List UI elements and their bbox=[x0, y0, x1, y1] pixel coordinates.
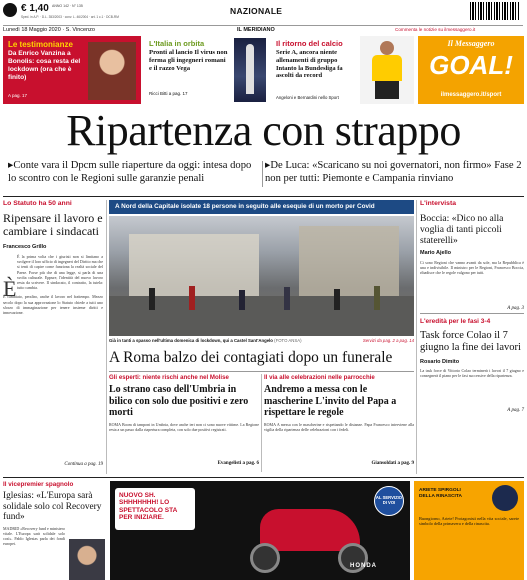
horoscope-box bbox=[414, 481, 524, 580]
photo-caption bbox=[109, 338, 414, 343]
postage-info: Sped. in A.P. · D.L. 353/2003 · conv. L. 46/2004 · art. 1 c.1 · DCB-RM bbox=[21, 15, 119, 19]
teaser-3-kicker: Il ritorno del calcio bbox=[276, 39, 343, 48]
comment-link[interactable]: Commenta le notizie su ilmessaggero.it bbox=[395, 27, 476, 32]
arrow-icon: ▸ bbox=[265, 160, 271, 171]
teaser-box-2[interactable] bbox=[143, 36, 268, 104]
teaser-2-kicker: L'Italia in orbita bbox=[149, 39, 205, 48]
photo-caption-text: Già in tanti a spasso nell'ultima domenica di lockdown, qui a Castel Sant'Angelo bbox=[109, 338, 273, 343]
horoscope-badge bbox=[492, 485, 518, 511]
teaser-box-1[interactable] bbox=[3, 36, 141, 104]
advert[interactable] bbox=[110, 481, 410, 580]
sub-story-2-title: Andremo a messa con le mascherine L'invito del Papa a rispettare le regole bbox=[264, 384, 397, 418]
teaser-1-photo bbox=[88, 42, 136, 100]
main-headline: Ripartenza con strappo bbox=[66, 106, 461, 155]
ad-badge-text: AL SERVIZIO DI VOI bbox=[375, 495, 403, 505]
ad-speech-bubble bbox=[115, 488, 195, 530]
right-author-2: Rosario Dimito bbox=[420, 359, 460, 365]
sub-story-1-byline[interactable]: Evangelisti a pag. 6 bbox=[217, 461, 259, 466]
left-column bbox=[3, 200, 103, 472]
ad-badge bbox=[374, 486, 404, 516]
goal-brand: Il Messaggero bbox=[447, 39, 495, 48]
price-tag: € 1,40 bbox=[21, 3, 49, 14]
bottom-left-story bbox=[3, 481, 105, 580]
teaser-box-3[interactable] bbox=[272, 36, 415, 104]
drop-cap: È bbox=[3, 276, 17, 301]
teaser-1-page: A pag. 17 bbox=[8, 93, 28, 98]
right-title-2: Task force Colao il 7 giugno la fine dei lavori bbox=[420, 330, 521, 353]
subhead-right-text: De Luca: «Scaricano su noi governatori, non firmo» Fase 2 non per tutti: Piemonte e Campania rinviano bbox=[265, 160, 522, 184]
right-continue[interactable]: A pag. 3 bbox=[507, 306, 524, 311]
photo-service-link[interactable]: Servizi da pag. 2 a pag. 14 bbox=[362, 338, 414, 343]
main-photo bbox=[109, 216, 414, 336]
teaser-2-byline: Ricci Bitti a pag. 17 bbox=[149, 91, 188, 96]
right-continue-2[interactable]: A pag. 7 bbox=[507, 408, 524, 413]
footballer-photo bbox=[360, 36, 414, 104]
ad-bubble-text: NUOVO SH. SHHHHHHH! LO SPETTACOLO STA PER INIZIARE. bbox=[119, 492, 178, 521]
main-story-title: A Roma balzo dei contagiati dopo un funerale bbox=[109, 349, 393, 366]
masthead bbox=[0, 0, 527, 33]
sub-story-2-byline[interactable]: Giansoldati a pag. 9 bbox=[371, 461, 414, 466]
logo-seal-icon bbox=[3, 3, 17, 17]
subhead-left bbox=[8, 160, 258, 185]
photo-credit: (FOTO ANSA) bbox=[274, 338, 302, 343]
teaser-2-text: Pronti al lancio Il virus non ferma gli ingegneri romani e il razzo Vega bbox=[149, 49, 228, 72]
subhead-left-text: Conte vara il Dpcm sulle riaperture da oggi: intesa dopo lo scontro con le Regioni sulle garanzie penali bbox=[8, 160, 252, 184]
right-author: Mario Ajello bbox=[420, 250, 451, 256]
bottom-title: Iglesias: «L'Europa sarà solidale solo col Recovery fund» bbox=[3, 491, 102, 523]
left-body: È la prima volta che i giuristi non si limitano a svolgere il loro ufficio di ingegneri del Diritto ma che si tenti di capire come funziona la realtà sociale del Paese. Forse più che di una legge, si parla di una svolta culturale. Eppure, l'identità del nuovo lavoro resta da scrivere. Il sindacato, il contratto, la tutela: tutto cambia. bbox=[17, 254, 103, 291]
sub-story-1-body: ROMA Boom di tamponi in Umbria, dove anche ieri non ci sono nuove vittime. La Regione resta a un passo dalla riapertura completa, con solo due positivi registrati. bbox=[109, 421, 259, 432]
right-body: Ci sono Regioni che vanno avanti da sole, ma la Repubblica è una e indivisibile. Il ministro per le Regioni, Francesco Boccia, ribadisce che le regole valgono per tutti. bbox=[420, 260, 524, 276]
meridiano-label: IL MERIDIANO bbox=[237, 27, 275, 33]
sub-story-2-kicker: Il via alle celebrazioni nelle parrocchie bbox=[264, 374, 375, 381]
sub-story-2-body: ROMA A messa con le mascherine e rispettando le distanze. Papa Francesco interviene alla vigilia della ripartenza delle celebrazioni con i fedeli. bbox=[264, 421, 414, 432]
rocket-photo bbox=[234, 38, 266, 102]
subhead-right bbox=[265, 160, 525, 185]
sub-story-1-title: Lo strano caso dell'Umbria in bilico con solo due positivi e zero morti bbox=[109, 384, 249, 418]
teaser-3-text: Serie A, ancora niente allenamenti di gruppo Intanto la Bundesliga fa ascolti da record bbox=[276, 49, 343, 80]
bottom-kicker: Il vicepremier spagnolo bbox=[3, 481, 74, 488]
issue-number: ANNO 142 · N° 135 bbox=[52, 4, 83, 8]
goal-promo[interactable] bbox=[418, 36, 524, 104]
right-kicker: L'intervista bbox=[420, 200, 456, 207]
sub-story-messa bbox=[264, 374, 414, 474]
arrow-icon: ▸ bbox=[8, 160, 14, 171]
goal-url: ilmessaggero.it/sport bbox=[440, 92, 502, 98]
left-author: Francesco Grillo bbox=[3, 244, 47, 250]
teaser-3-byline: Angeloni e Bernardini nello Sport bbox=[276, 95, 339, 100]
left-continue[interactable]: Continua a pag. 19 bbox=[64, 462, 103, 467]
photo-banner bbox=[109, 200, 414, 214]
horoscope-title: ARIETE SPIRGOLI DELLA RINASCITA bbox=[419, 488, 462, 499]
right-body-2: La task force di Vittorio Colao terminerà i lavori il 7 giugno e consegnerà il piano per le fasi successive della ripartenza. bbox=[420, 368, 524, 379]
left-kicker: Lo Statuto ha 50 anni bbox=[3, 200, 72, 207]
horoscope-body: Buongiorno, Ariete! Protagonisti nella vita sociale, sarete simbolo della primavera e della rinascita. bbox=[419, 516, 519, 527]
ad-brand: HONDA bbox=[350, 563, 377, 569]
bottom-body: MADRID «Recovery fund e ministero vitale. L'Europa sarà solidale solo così». Pablo Iglesias parla dei fondi europei. bbox=[3, 525, 65, 547]
photo-banner-text: A Nord della Capitale isolate 18 persone in seguito alle esequie di un morto per Covid bbox=[115, 203, 375, 210]
teaser-1-text: Da Enrico Vanzina a Bonolis: cosa resta del lockdown (ora che è finito) bbox=[8, 50, 81, 81]
iglesias-photo bbox=[69, 539, 105, 580]
goal-text: GOAL! bbox=[429, 50, 513, 80]
left-body-2: È cambiato, peraltro, anche il lavoro nel frattempo. Mezzo secolo dopo la sua approvazione lo Statuto chiede a tutti uno sforzo di immaginazione per tenere insieme diritti e innovazione. bbox=[3, 294, 103, 316]
teaser-1-kicker: Le testimonianze bbox=[8, 40, 73, 49]
barcode-icon bbox=[470, 2, 520, 20]
date-line: Lunedì 18 Maggio 2020 · S. Vincenzo bbox=[3, 27, 95, 33]
sub-story-1-kicker: Gli esperti: niente rischi anche nel Molise bbox=[109, 374, 229, 381]
sub-story-umbria bbox=[109, 374, 259, 474]
edition-label: NAZIONALE bbox=[230, 6, 283, 16]
left-title: Ripensare il lavoro e cambiare i sindacati bbox=[3, 211, 103, 238]
right-quote: Boccia: «Dico no alla voglia di tanti piccoli staterelli» bbox=[420, 213, 504, 246]
right-kicker-2: L'eredità per le fasi 3-4 bbox=[420, 318, 491, 325]
right-column bbox=[420, 200, 524, 472]
